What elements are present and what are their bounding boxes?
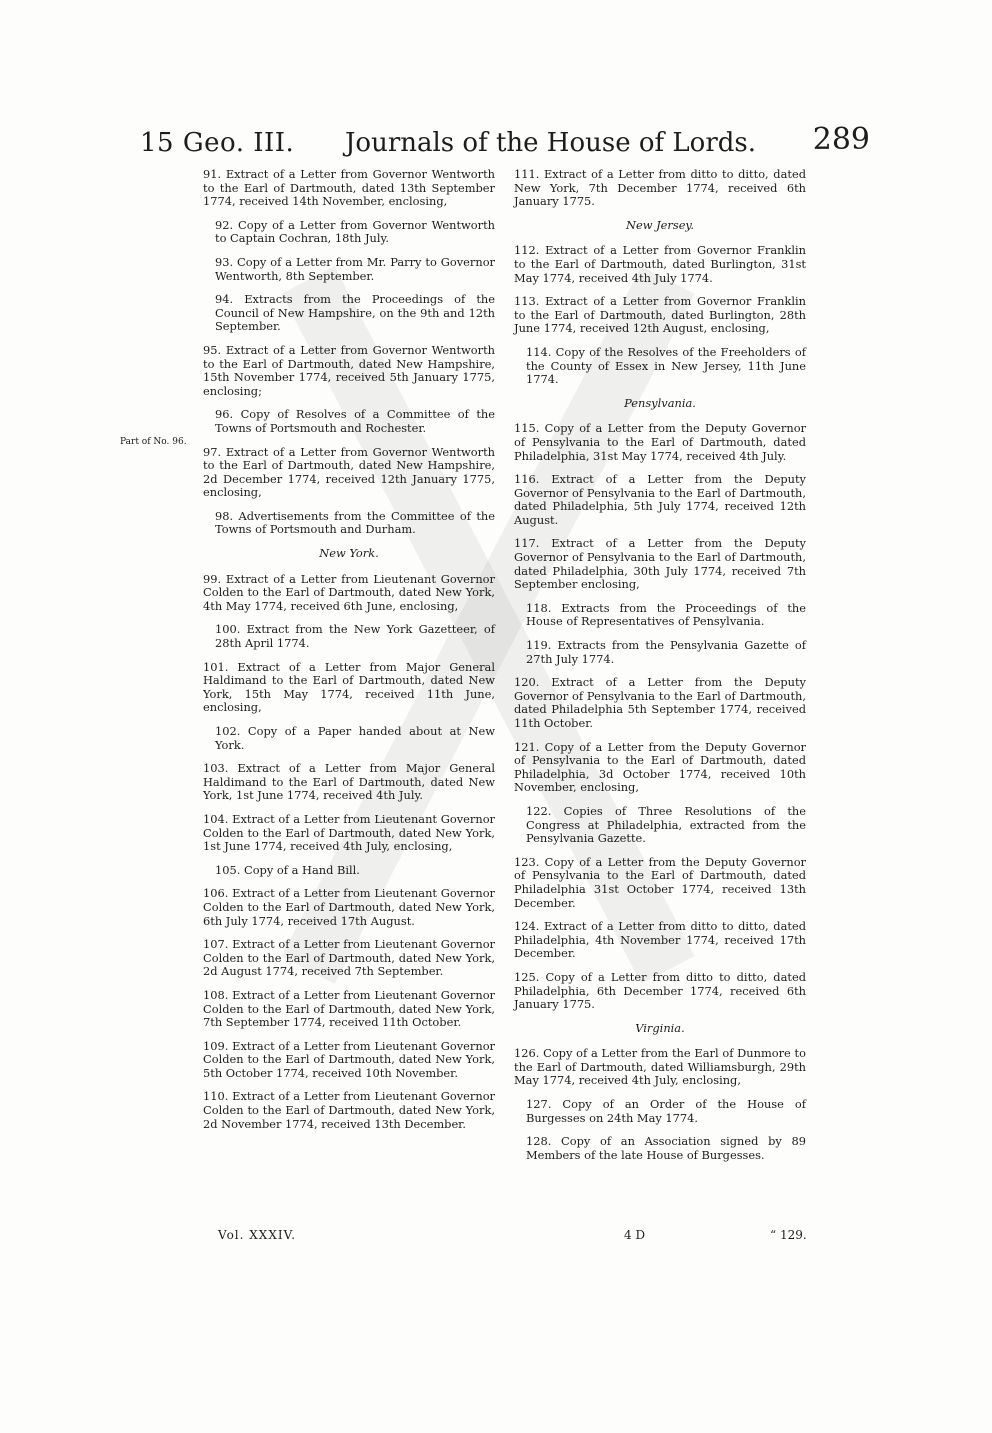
section-heading-pensylvania: Pensylvania. <box>624 395 696 410</box>
entry-127: 127. Copy of an Order of the House of Burgesses on 24th May 1774. <box>526 1097 806 1125</box>
entry-101: 101. Extract of a Letter from Major General Haldimand to the Earl of Dartmouth, dated New York, 15th May 1774, received 11th June, enclosing, <box>203 659 495 715</box>
entry-100: 100. Extract from the New York Gazetteer, of 28th April 1774. <box>215 622 495 651</box>
entry-92: 92. Copy of a Letter from Governor Wentworth to Captain Cochran, 18th July. <box>215 217 495 246</box>
entry-93: 93. Copy of a Letter from Mr. Parry to Governor Wentworth, 8th September. <box>215 254 495 283</box>
entry-123: 123. Copy of a Letter from the Deputy Governor of Pensylvania to the Earl of Dartmouth, dated Philadelphia 31st October 1774, received 13th December. <box>514 854 806 910</box>
entry-104: 104. Extract of a Letter from Lieutenant Governor Colden to the Earl of Dartmouth, dated New York, 1st June 1774, received 4th July, enclosing, <box>203 811 495 854</box>
journal-title: Journals of the House of Lords. <box>345 128 757 158</box>
entry-120: 120. Extract of a Letter from the Deputy Governor of Pensylvania to the Earl of Dartmouth, dated Philadelphia 5th September 1774, received 11th October. <box>514 675 806 730</box>
section-heading-virginia: Virginia. <box>635 1020 685 1035</box>
entry-114: 114. Copy of the Resolves of the Freeholders of the County of Essex in New Jersey, 11th June 1774. <box>526 344 806 387</box>
entry-122: 122. Copies of Three Resolutions of the Congress at Philadelphia, extracted from the Pensylvania Gazette. <box>526 803 806 846</box>
entry-111: 111. Extract of a Letter from ditto to ditto, dated New York, 7th December 1774, received 6th January 1775. <box>514 167 806 209</box>
entry-117: 117. Extract of a Letter from the Deputy Governor of Pensylvania to the Earl of Dartmouth, dated Philadelphia, 30th July 1774, received 7th September enclosing, <box>514 536 806 592</box>
entry-109: 109. Extract of a Letter from Lieutenant Governor Colden to the Earl of Dartmouth, dated New York, 5th October 1774, received 10th November. <box>203 1038 495 1080</box>
entry-94: 94. Extracts from the Proceedings of the Council of New Hampshire, on the 9th and 12th September. <box>215 292 495 334</box>
entry-105: 105. Copy of a Hand Bill. <box>215 862 360 877</box>
signature-mark: 4 D <box>624 1228 646 1242</box>
entry-113: 113. Extract of a Letter from Governor Franklin to the Earl of Dartmouth, dated Burlington, 28th June 1774, received 12th August, enclosing, <box>514 294 806 336</box>
entry-102: 102. Copy of a Paper handed about at New York. <box>215 724 495 752</box>
entry-97: 97. Extract of a Letter from Governor Wentworth to the Earl of Dartmouth, dated New Hampshire, 2d December 1774, received 12th January 1775, enclosing, <box>203 444 495 500</box>
entry-119: 119. Extracts from the Pensylvania Gazette of 27th July 1774. <box>526 638 806 666</box>
entry-108: 108. Extract of a Letter from Lieutenant Governor Colden to the Earl of Dartmouth, dated New York, 7th September 1774, received 11th October. <box>203 987 495 1030</box>
entry-116: 116. Extract of a Letter from the Deputy Governor of Pensylvania to the Earl of Dartmouth, dated Philadelphia, 5th July 1774, received 12th August. <box>514 472 806 527</box>
volume-footer: Vol. XXXIV. <box>218 1228 297 1242</box>
entry-107: 107. Extract of a Letter from Lieutenant Governor Colden to the Earl of Dartmouth, dated New York, 2d August 1774, received 7th September. <box>203 937 495 979</box>
entry-121: 121. Copy of a Letter from the Deputy Governor of Pensylvania to the Earl of Dartmouth, dated Philadelphia, 3d October 1774, received 10th November, enclosing, <box>514 739 806 795</box>
entry-115: 115. Copy of a Letter from the Deputy Governor of Pensylvania to the Earl of Dartmouth, dated Philadelphia, 31st May 1774, received 4th July. <box>514 421 806 463</box>
entry-110: 110. Extract of a Letter from Lieutenant Governor Colden to the Earl of Dartmouth, dated New York, 2d November 1774, received 13th December. <box>203 1089 495 1131</box>
entry-95: 95. Extract of a Letter from Governor Wentworth to the Earl of Dartmouth, dated New Hampshire, 15th November 1774, received 5th January 1775, enclosing; <box>203 342 495 398</box>
entry-91: 91. Extract of a Letter from Governor Wentworth to the Earl of Dartmouth, dated 13th September 1774, received 14th November, enclosing, <box>203 167 495 209</box>
section-heading-new-jersey: New Jersey. <box>626 217 694 232</box>
section-heading-new-york: New York. <box>319 546 379 561</box>
entry-118: 118. Extracts from the Proceedings of the House of Representatives of Pensylvania. <box>526 600 806 629</box>
session-heading: 15 Geo. III. <box>140 128 295 158</box>
right-column <box>514 168 806 1172</box>
entry-112: 112. Extract of a Letter from Governor Franklin to the Earl of Dartmouth, dated Burlington, 31st May 1774, received 4th July 1774. <box>514 243 806 285</box>
page-header <box>140 122 870 168</box>
entry-125: 125. Copy of a Letter from ditto to ditto, dated Philadelphia, 6th December 1774, received 6th January 1775. <box>514 969 806 1012</box>
entry-128: 128. Copy of an Association signed by 89 Members of the late House of Burgesses. <box>526 1134 806 1162</box>
catchword: “ 129. <box>770 1228 807 1242</box>
entry-126: 126. Copy of a Letter from the Earl of Dunmore to the Earl of Dartmouth, dated Williamsburgh, 29th May 1774, received 4th July, enclosing, <box>514 1046 806 1088</box>
left-column <box>203 168 495 1141</box>
entry-124: 124. Extract of a Letter from ditto to ditto, dated Philadelphia, 4th November 1774, received 17th December. <box>514 919 806 961</box>
entry-99: 99. Extract of a Letter from Lieutenant Governor Colden to the Earl of Dartmouth, dated New York, 4th May 1774, received 6th June, enclosing, <box>203 571 495 613</box>
entry-103: 103. Extract of a Letter from Major General Haldimand to the Earl of Dartmouth, dated New York, 1st June 1774, received 4th July. <box>203 761 495 803</box>
margin-note: Part of No. 96. <box>120 437 187 447</box>
entry-98: 98. Advertisements from the Committee of the Towns of Portsmouth and Durham. <box>215 508 495 537</box>
page-number: 289 <box>812 122 870 157</box>
entry-106: 106. Extract of a Letter from Lieutenant Governor Colden to the Earl of Dartmouth, dated New York, 6th July 1774, received 17th August. <box>203 886 495 928</box>
entry-96: 96. Copy of Resolves of a Committee of the Towns of Portsmouth and Rochester. <box>215 407 495 435</box>
